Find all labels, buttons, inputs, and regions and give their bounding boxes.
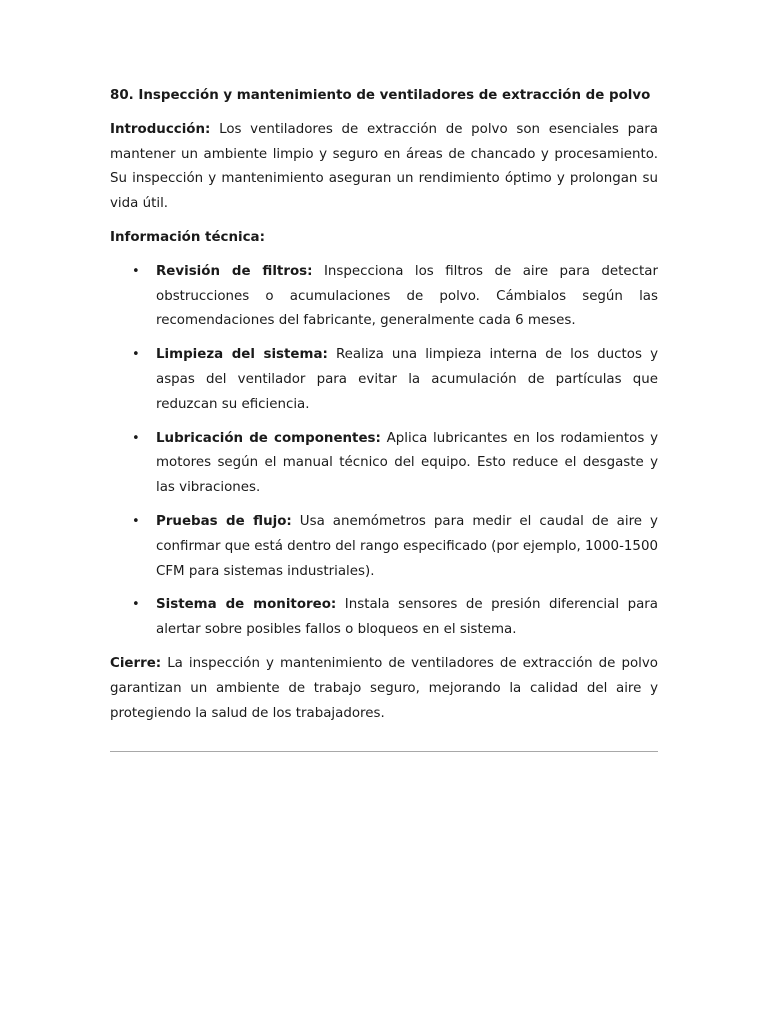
list-item-text: Usa anemómetros para medir el caudal de aire y confirmar que está dentro del rango especificado (por ejemplo, 1000-1500 CFM para sistemas industriales). (156, 513, 658, 579)
list-item-flow-tests (110, 510, 658, 584)
list-item-label: Lubricación de componentes: (156, 430, 381, 446)
list-item-text: Realiza una limpieza interna de los ductos y aspas del ventilador para evitar la acumulación de partículas que reduzcan su eficiencia. (156, 347, 658, 412)
list-item-text: Aplica lubricantes en los rodamientos y motores según el manual técnico del equipo. Esto reduce el desgaste y las vibraciones. (156, 430, 658, 496)
closing-paragraph (110, 652, 658, 726)
list-item-label: Limpieza del sistema: (156, 347, 328, 363)
technical-info-list (110, 260, 658, 643)
list-item-monitoring-system (110, 593, 658, 643)
bullet-icon: • (132, 347, 140, 363)
list-item-label: Pruebas de flujo: (156, 513, 292, 529)
list-item-filter-review (110, 260, 658, 334)
closing-label: Cierre: (110, 655, 162, 671)
bullet-icon: • (132, 513, 140, 529)
closing-text: La inspección y mantenimiento de ventiladores de extracción de polvo garantizan un ambiente de trabajo seguro, mejorando la calidad del aire y protegiendo la salud de los trabajadores. (110, 655, 658, 721)
bullet-icon: • (132, 263, 140, 279)
list-item-component-lubrication (110, 427, 658, 501)
list-item-system-cleaning (110, 343, 658, 417)
intro-paragraph (110, 118, 658, 217)
list-item-label: Revisión de filtros: (156, 263, 313, 279)
list-item-text: Instala sensores de presión diferencial para alertar sobre posibles fallos o bloqueos en el sistema. (156, 597, 658, 638)
document-body (110, 84, 658, 735)
technical-info-heading: Información técnica: (110, 229, 265, 245)
horizontal-divider (110, 751, 658, 752)
document-title: 80. Inspección y mantenimiento de ventiladores de extracción de polvo (110, 88, 651, 103)
list-item-text: Inspecciona los filtros de aire para detectar obstrucciones o acumulaciones de polvo. Cámbialos según las recomendaciones del fabricante, generalmente cada 6 meses. (156, 263, 658, 329)
bullet-icon: • (132, 597, 140, 613)
intro-text: Los ventiladores de extracción de polvo son esenciales para mantener un ambiente limpio y seguro en áreas de chancado y procesamiento. Su inspección y mantenimiento aseguran un rendimiento óptimo y prolongan su vida útil. (110, 121, 658, 212)
list-item-label: Sistema de monitoreo: (156, 597, 337, 613)
bullet-icon: • (132, 430, 140, 446)
intro-label: Introducción: (110, 121, 211, 137)
